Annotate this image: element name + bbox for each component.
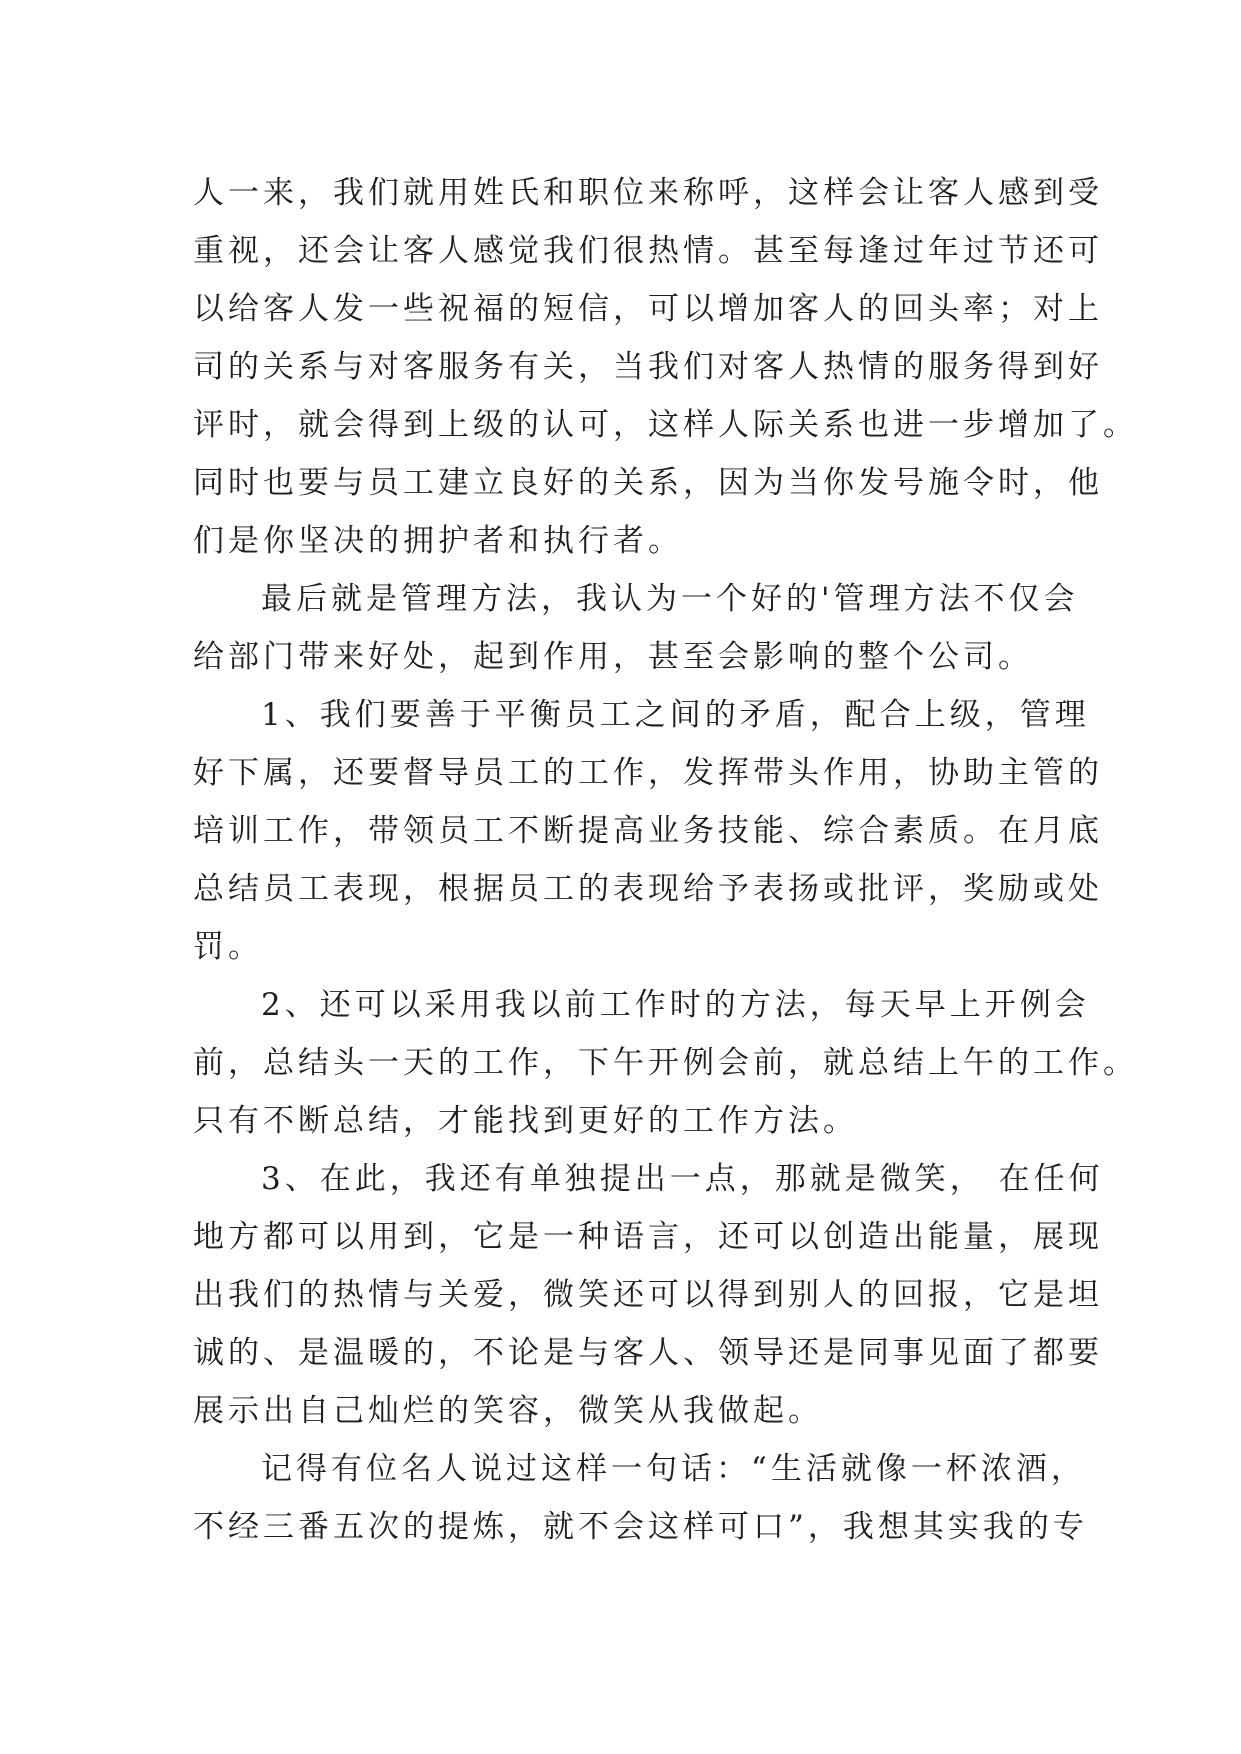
paragraph-start-line: 1、我们要善于平衡员工之间的矛盾，配合上级，管理 — [261, 697, 1090, 733]
text-line: 评时，就会得到上级的认可，这样人际关系也进一步增加了。 — [193, 407, 1138, 443]
text-line: 人一来，我们就用姓氏和职位来称呼，这样会让客人感到受 — [193, 175, 1103, 211]
paragraph-start-line: 最后就是管理方法，我认为一个好的'管理方法不仅会 — [261, 581, 1079, 617]
text-line: 地方都可以用到，它是一种语言，还可以创造出能量，展现 — [193, 1219, 1103, 1255]
text-line: 以给客人发一些祝福的短信，可以增加客人的回头率；对上 — [193, 291, 1103, 327]
text-line: 只有不断总结，才能找到更好的工作方法。 — [193, 1103, 858, 1139]
paragraph-start-line: 记得有位名人说过这样一句话：“生活就像一杯浓酒， — [261, 1451, 1086, 1487]
text-line: 同时也要与员工建立良好的关系，因为当你发号施令时，他 — [193, 465, 1103, 501]
text-line: 们是你坚决的拥护者和执行者。 — [193, 523, 683, 559]
text-line: 总结员工表现，根据员工的表现给予表扬或批评，奖励或处 — [193, 871, 1103, 907]
text-line: 前，总结头一天的工作，下午开例会前，就总结上午的工作。 — [193, 1045, 1138, 1081]
text-line: 展示出自己灿烂的笑容，微笑从我做起。 — [193, 1393, 823, 1429]
paragraph-start-line: 2、还可以采用我以前工作时的方法，每天早上开例会 — [261, 987, 1090, 1023]
text-line: 出我们的热情与关爱，微笑还可以得到别人的回报，它是坦 — [193, 1277, 1103, 1313]
text-line: 好下属，还要督导员工的工作，发挥带头作用，协助主管的 — [193, 755, 1103, 791]
text-line: 给部门带来好处，起到作用，甚至会影响的整个公司。 — [193, 639, 1033, 675]
text-line: 重视，还会让客人感觉我们很热情。甚至每逢过年过节还可 — [193, 233, 1103, 269]
text-line: 司的关系与对客服务有关，当我们对客人热情的服务得到好 — [193, 349, 1103, 385]
document-body — [193, 164, 1138, 1556]
text-line: 培训工作，带领员工不断提高业务技能、综合素质。在月底 — [193, 813, 1103, 849]
paragraph-start-line: 3、在此，我还有单独提出一点，那就是微笑， 在任何 — [261, 1161, 1104, 1197]
text-line: 诚的、是温暖的，不论是与客人、领导还是同事见面了都要 — [193, 1335, 1103, 1371]
text-line: 不经三番五次的提炼，就不会这样可口”，我想其实我的专 — [193, 1509, 1088, 1545]
text-line: 罚。 — [193, 929, 263, 965]
